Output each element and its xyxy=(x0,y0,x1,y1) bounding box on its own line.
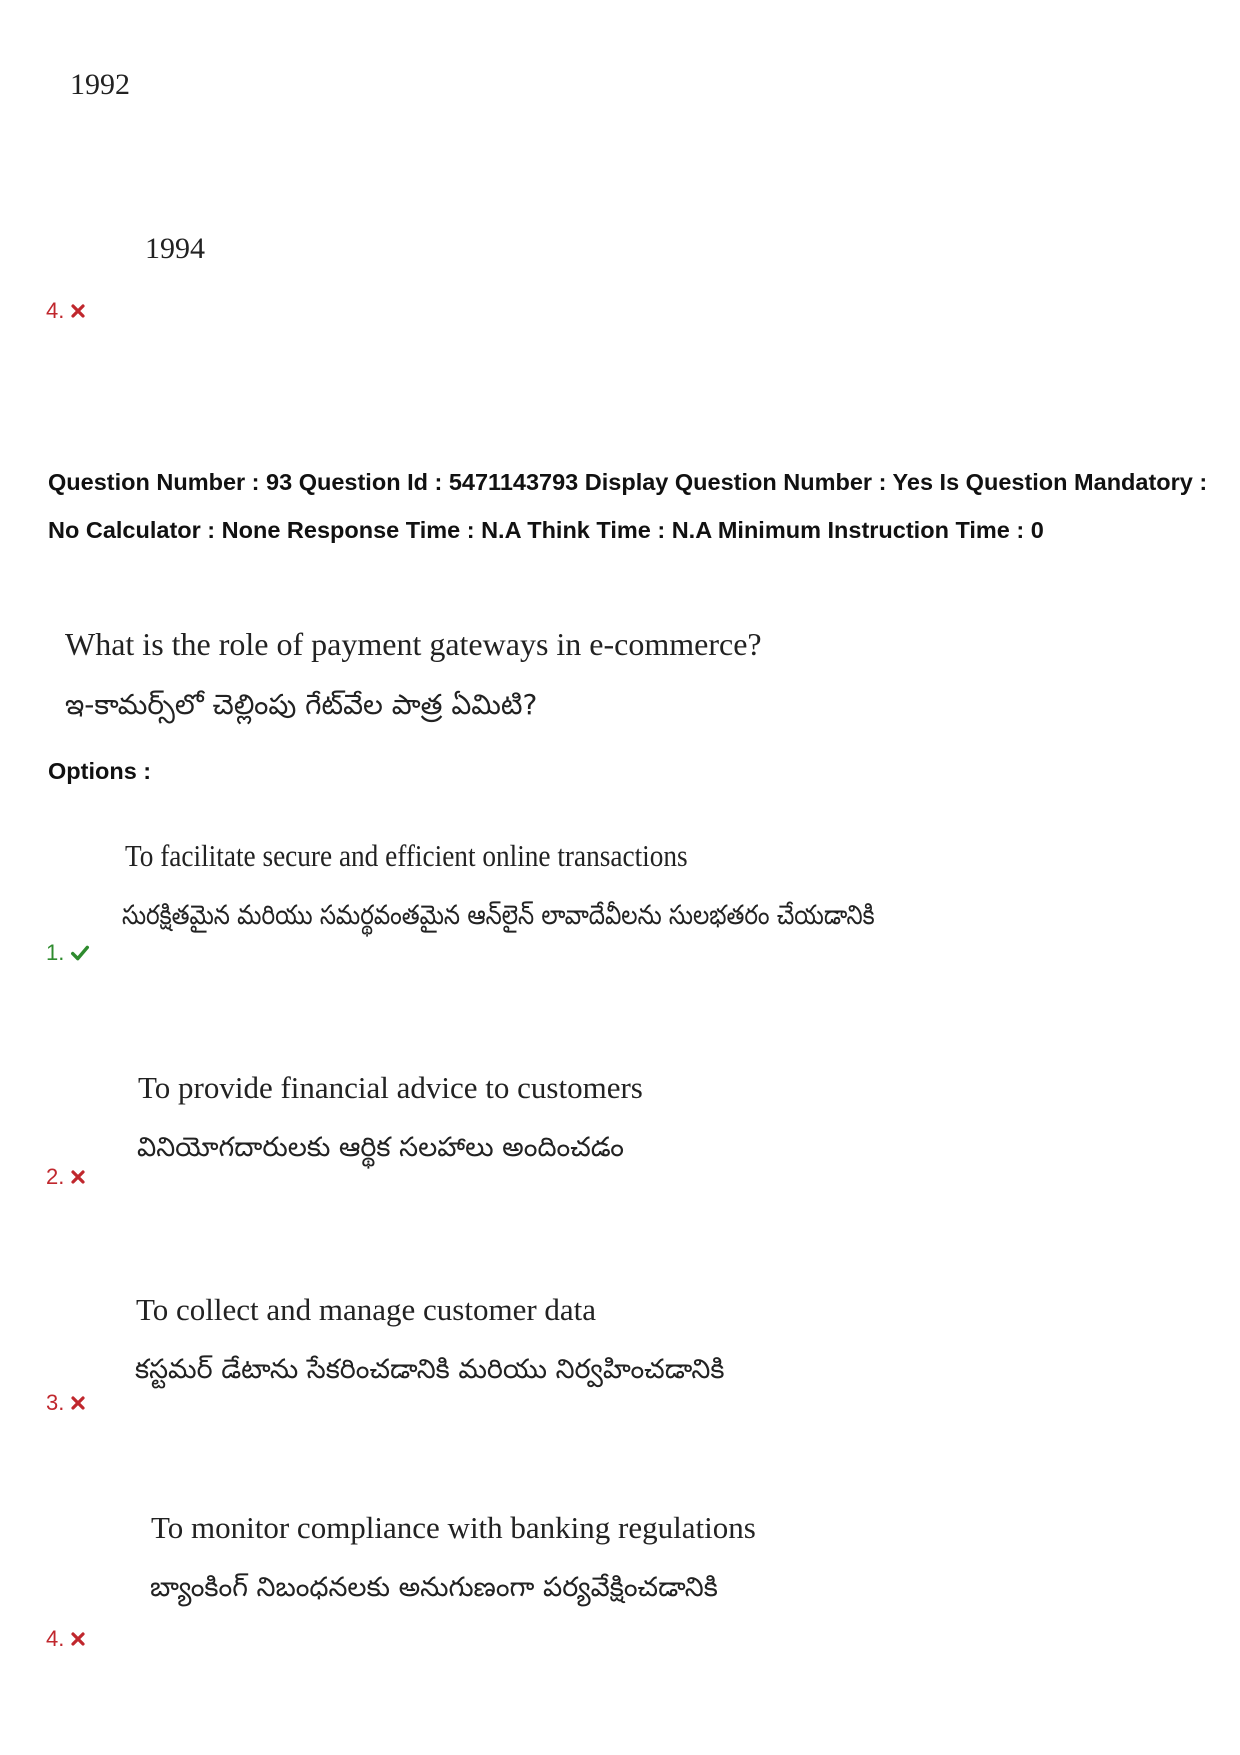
cross-icon xyxy=(70,303,86,319)
checkmark-icon xyxy=(70,944,90,962)
cross-icon xyxy=(70,1169,86,1185)
option-2-marker xyxy=(46,1164,86,1190)
option-4-text-en: To monitor compliance with banking regulations xyxy=(151,1510,756,1545)
option-2-text-te: వినియోగదారులకు ఆర్థిక సలహాలు అందించడం xyxy=(137,1132,624,1163)
prev-option-4-marker xyxy=(46,298,86,324)
prev-option-4-label: 4. xyxy=(46,298,65,323)
cross-icon xyxy=(70,1395,86,1411)
option-2-text-en: To provide financial advice to customers xyxy=(138,1070,643,1105)
options-heading: Options : xyxy=(48,758,152,784)
question-text-en: What is the role of payment gateways in e-commerce? xyxy=(65,626,762,662)
option-2-label: 2. xyxy=(46,1164,65,1189)
option-4-label: 4. xyxy=(46,1626,65,1651)
option-3-text-te: కస్టమర్ డేటాను సేకరించడానికి మరియు నిర్వహించడానికి xyxy=(135,1354,725,1385)
option-4-text-te: బ్యాంకింగ్ నిబంధనలకు అనుగుణంగా పర్యవేక్షించడానికి xyxy=(150,1572,718,1603)
prev-option-4-text: 1994 xyxy=(145,232,205,265)
question-text-te: ఇ-కామర్స్‌లో చెల్లింపు గేట్‌వేల పాత్ర ఏమిటి? xyxy=(65,688,538,721)
option-3-marker xyxy=(46,1390,86,1416)
cross-icon xyxy=(70,1631,86,1647)
option-1-label: 1. xyxy=(46,940,65,965)
prev-option-3-text: 1992 xyxy=(70,68,130,101)
option-1-text-te: సురక్షితమైన మరియు సమర్థవంతమైన ఆన్‌లైన్ లావాదేవీలను సులభతరం చేయడానికి xyxy=(122,900,875,931)
option-1-text-en: To facilitate secure and efficient online transactions xyxy=(125,838,688,873)
option-1-marker xyxy=(46,940,90,966)
option-3-label: 3. xyxy=(46,1390,65,1415)
option-4-marker xyxy=(46,1626,86,1652)
question-meta: Question Number : 93 Question Id : 5471143793 Display Question Number : Yes Is Question Mandatory : No Calculator : None Response Time : N.A Think Time : N.A Minimum Instruction Time : 0 xyxy=(48,469,1208,543)
option-3-text-en: To collect and manage customer data xyxy=(136,1292,597,1327)
